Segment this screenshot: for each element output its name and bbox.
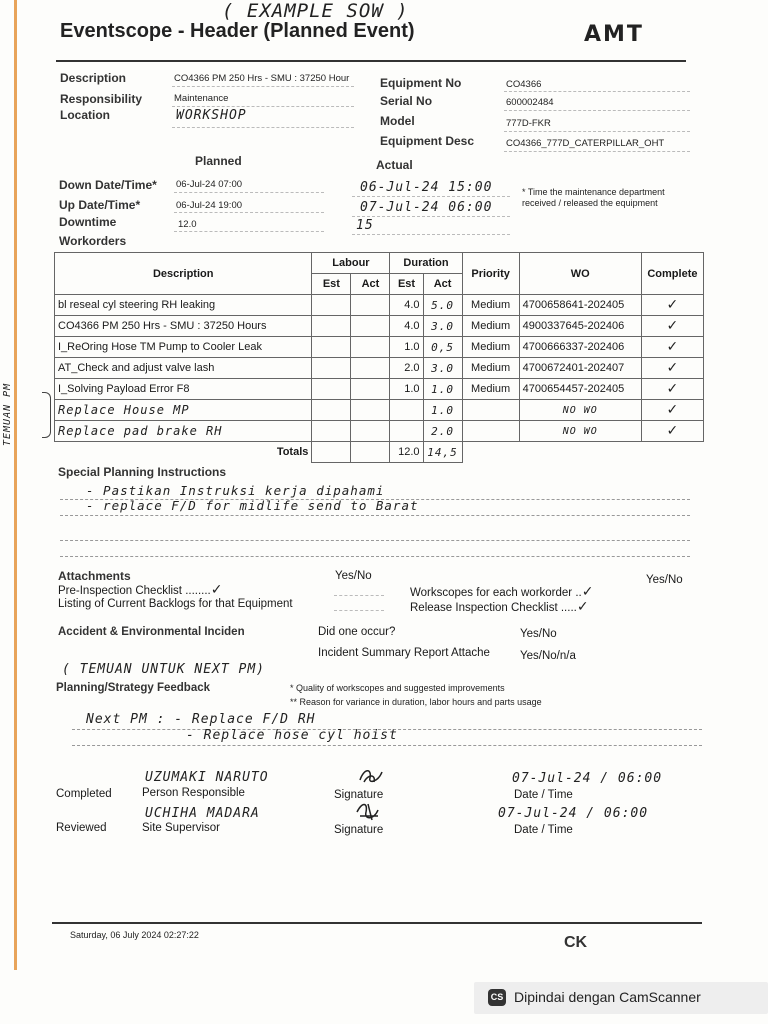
signature-label: Signature xyxy=(334,789,384,801)
company-logo: AMT xyxy=(584,22,644,47)
down-actual-value: 06-Jul-24 15:00 xyxy=(360,180,493,195)
reviewed-label: Reviewed xyxy=(56,822,107,834)
row-priority: Medium xyxy=(462,295,519,316)
row-priority: Medium xyxy=(462,358,519,379)
row-description: bl reseal cyl steering RH leaking xyxy=(55,295,312,316)
row-description: AT_Check and adjust valve lash xyxy=(55,358,312,379)
release-inspection-check: ✓ xyxy=(576,599,589,615)
downtime-label: Downtime xyxy=(59,215,117,229)
equipment-no-value: CO4366 xyxy=(506,79,542,90)
release-inspection-item: Release Inspection Checklist .....✓ xyxy=(410,599,589,615)
equipment-desc-value: CO4366_777D_CATERPILLAR_OHT xyxy=(506,138,665,149)
row-wo: 4700654457-202405 xyxy=(519,379,641,400)
feedback-handwritten-title: ( TEMUAN UNTUK NEXT PM) xyxy=(62,662,266,677)
attachments-yesno-2: Yes/No xyxy=(646,574,683,586)
down-datetime-label: Down Date/Time* xyxy=(59,178,157,192)
row-description: Replace House MP xyxy=(55,400,312,421)
row-dur-est: 1.0 xyxy=(390,379,423,400)
table-row xyxy=(55,358,704,379)
row-complete-check: ✓ xyxy=(641,316,703,337)
incident-report-answer: Yes/No/n/a xyxy=(520,650,576,662)
col-description: Description xyxy=(55,253,312,295)
workorders-label: Workorders xyxy=(59,234,127,248)
col-labour-est: Est xyxy=(312,274,351,295)
model-value: 777D-FKR xyxy=(506,118,551,129)
row-complete-check: ✓ xyxy=(641,337,703,358)
row-complete-check: ✓ xyxy=(641,379,703,400)
example-stamp: ( EXAMPLE SOW ) xyxy=(222,0,409,22)
table-row xyxy=(55,400,704,421)
row-wo: 4700672401-202407 xyxy=(519,358,641,379)
feedback-label: Planning/Strategy Feedback xyxy=(56,682,211,694)
model-label: Model xyxy=(380,114,415,128)
print-timestamp: Saturday, 06 July 2024 02:27:22 xyxy=(70,930,199,940)
reviewed-date: 07-Jul-24 / 06:00 xyxy=(498,806,649,821)
row-wo: NO WO xyxy=(519,400,641,421)
attachments-label: Attachments xyxy=(58,569,131,583)
downtime-actual-value: 15 xyxy=(356,218,374,233)
location-value: WORKSHOP xyxy=(176,108,247,123)
row-complete-check: ✓ xyxy=(641,421,703,442)
row-priority: Medium xyxy=(462,379,519,400)
row-dur-est: 4.0 xyxy=(390,295,423,316)
camscanner-icon: CS xyxy=(488,989,506,1006)
feedback-line-2: - Replace hose cyl hoist xyxy=(186,728,398,743)
row-description: I_Solving Payload Error F8 xyxy=(55,379,312,400)
time-note-2: received / released the equipment xyxy=(522,198,658,208)
table-row xyxy=(55,316,704,337)
col-complete: Complete xyxy=(641,253,703,295)
feedback-note-2: ** Reason for variance in duration, labor hours and parts usage xyxy=(290,697,542,707)
col-duration-est: Est xyxy=(390,274,423,295)
totals-row xyxy=(55,442,704,463)
responsibility-value: Maintenance xyxy=(174,93,229,104)
feedback-line-1: Next PM : - Replace F/D RH xyxy=(86,712,316,727)
special-line-1: - Pastikan Instruksi kerja dipahami xyxy=(86,483,385,498)
row-complete-check: ✓ xyxy=(641,358,703,379)
side-brace xyxy=(42,392,51,438)
col-wo: WO xyxy=(519,253,641,295)
row-priority: Medium xyxy=(462,337,519,358)
accident-question: Did one occur? xyxy=(318,626,396,638)
row-description: Replace pad brake RH xyxy=(55,421,312,442)
col-duration: Duration xyxy=(390,253,462,274)
workorders-table xyxy=(54,252,704,463)
completed-date: 07-Jul-24 / 06:00 xyxy=(512,771,663,786)
serial-no-value: 600002484 xyxy=(506,97,554,108)
equipment-no-label: Equipment No xyxy=(380,76,462,90)
accident-label: Accident & Environmental Inciden xyxy=(58,626,245,638)
backlog-listing-item: Listing of Current Backlogs for that Equipment xyxy=(58,598,293,610)
incident-report-question: Incident Summary Report Attache xyxy=(318,647,490,659)
up-actual-value: 07-Jul-24 06:00 xyxy=(360,200,493,215)
row-dur-act: 1.0 xyxy=(423,400,462,421)
date-time-label-2: Date / Time xyxy=(514,824,573,836)
camscanner-watermark xyxy=(474,982,768,1014)
table-row xyxy=(55,295,704,316)
row-dur-act: 0,5 xyxy=(423,337,462,358)
workscopes-check: ✓ xyxy=(581,584,594,600)
signature-label-2: Signature xyxy=(334,824,384,836)
time-note: * Time the maintenance department xyxy=(522,187,665,197)
completed-person-name: UZUMAKI NARUTO xyxy=(145,770,269,785)
site-supervisor-label: Site Supervisor xyxy=(142,822,220,834)
pre-inspection-check: ✓ xyxy=(210,582,223,598)
camscanner-text: Dipindai dengan CamScanner xyxy=(514,989,701,1005)
table-row xyxy=(55,337,704,358)
row-complete-check: ✓ xyxy=(641,295,703,316)
person-responsible-label: Person Responsible xyxy=(142,787,245,799)
row-dur-est: 2.0 xyxy=(390,358,423,379)
up-planned-value: 06-Jul-24 19:00 xyxy=(176,200,243,211)
table-row xyxy=(55,379,704,400)
row-wo: NO WO xyxy=(519,421,641,442)
footer-logo: CK xyxy=(564,934,588,951)
row-description: CO4366 PM 250 Hrs - SMU : 37250 Hours xyxy=(55,316,312,337)
row-priority xyxy=(462,421,519,442)
row-dur-act: 5.0 xyxy=(423,295,462,316)
special-planning-label: Special Planning Instructions xyxy=(58,465,227,479)
date-time-label: Date / Time xyxy=(514,789,573,801)
row-dur-act: 3.0 xyxy=(423,316,462,337)
row-description: I_ReOring Hose TM Pump to Cooler Leak xyxy=(55,337,312,358)
special-line-2: - replace F/D for midlife send to Barat xyxy=(86,498,419,513)
totals-est: 12.0 xyxy=(390,442,423,463)
col-priority: Priority xyxy=(462,253,519,295)
reviewed-person-name: UCHIHA MADARA xyxy=(145,806,260,821)
row-dur-act: 1.0 xyxy=(423,379,462,400)
workscopes-item: Workscopes for each workorder ..✓ xyxy=(410,584,594,600)
responsibility-label: Responsibility xyxy=(60,92,143,106)
scan-edge xyxy=(14,0,17,970)
row-dur-est xyxy=(390,421,423,442)
row-dur-est: 4.0 xyxy=(390,316,423,337)
reviewed-signature xyxy=(354,800,384,822)
row-wo: 4700658641-202405 xyxy=(519,295,641,316)
description-label: Description xyxy=(60,71,127,85)
col-labour-act: Act xyxy=(351,274,390,295)
footer-rule xyxy=(52,922,702,924)
table-row xyxy=(55,421,704,442)
downtime-planned-value: 12.0 xyxy=(178,219,197,230)
serial-no-label: Serial No xyxy=(380,94,433,108)
row-priority xyxy=(462,400,519,421)
planned-label: Planned xyxy=(195,154,242,168)
equipment-desc-label: Equipment Desc xyxy=(380,134,475,148)
actual-label: Actual xyxy=(376,158,413,172)
totals-act: 14,5 xyxy=(423,442,462,463)
row-dur-est xyxy=(390,400,423,421)
location-label: Location xyxy=(60,108,110,122)
pre-inspection-item: Pre-Inspection Checklist ........✓ xyxy=(58,582,223,598)
col-duration-act: Act xyxy=(423,274,462,295)
completed-label: Completed xyxy=(56,788,112,800)
feedback-note-1: * Quality of workscopes and suggested improvements xyxy=(290,683,505,693)
row-dur-act: 3.0 xyxy=(423,358,462,379)
row-priority: Medium xyxy=(462,316,519,337)
attachments-yesno-1: Yes/No xyxy=(335,570,372,582)
row-wo: 4900337645-202406 xyxy=(519,316,641,337)
header-rule xyxy=(56,60,686,62)
totals-label: Totals xyxy=(276,446,309,459)
col-labour: Labour xyxy=(312,253,390,274)
page-title: Eventscope - Header (Planned Event) xyxy=(60,20,415,42)
side-note-temuan: TEMUAN PM xyxy=(2,382,13,446)
row-complete-check: ✓ xyxy=(641,400,703,421)
row-dur-act: 2.0 xyxy=(423,421,462,442)
down-planned-value: 06-Jul-24 07:00 xyxy=(176,179,243,190)
row-dur-est: 1.0 xyxy=(390,337,423,358)
row-wo: 4700666337-202406 xyxy=(519,337,641,358)
completed-signature xyxy=(356,764,386,786)
up-datetime-label: Up Date/Time* xyxy=(59,198,141,212)
description-value: CO4366 PM 250 Hrs - SMU : 37250 Hour xyxy=(174,73,350,84)
accident-answer: Yes/No xyxy=(520,628,557,640)
